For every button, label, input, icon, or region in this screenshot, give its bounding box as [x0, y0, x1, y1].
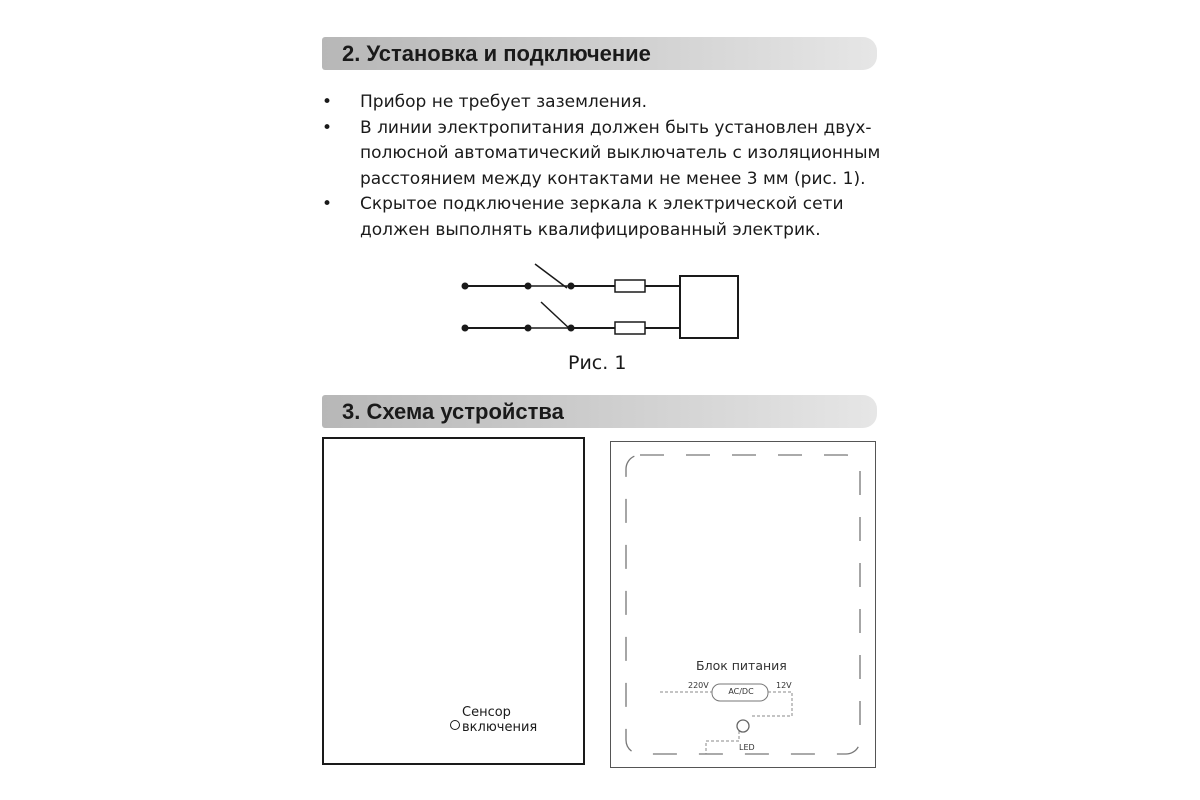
- terminal-dot: [462, 325, 469, 332]
- breaker-blade: [535, 264, 567, 288]
- bullet-dot: •: [322, 194, 333, 214]
- section-title: 2. Установка и подключение: [342, 40, 651, 66]
- bullet-line: Прибор не требует заземления.: [360, 92, 648, 112]
- wire-led: [706, 726, 739, 754]
- bullet-item: [318, 192, 898, 243]
- bullet-dot: •: [322, 117, 333, 138]
- bullet-dot: •: [322, 92, 333, 112]
- sensor-label: Сенсор включения: [462, 705, 538, 735]
- fuse: [615, 322, 645, 334]
- input-voltage-label: 220V: [688, 681, 709, 690]
- terminal-dot: [462, 283, 469, 290]
- converter-label: AC/DC: [728, 687, 754, 696]
- circuit-breaker-diagram: [455, 258, 745, 348]
- bullet-item: [318, 116, 898, 193]
- fuse: [615, 280, 645, 292]
- terminal-dot: [525, 325, 532, 332]
- bullet-line: Скрытое подключение зеркала к электрической сети: [360, 194, 844, 214]
- figure-caption: Рис. 1: [568, 352, 627, 374]
- load-box: [680, 276, 738, 338]
- terminal-dot: [568, 325, 575, 332]
- led-strip-outline: [626, 455, 860, 754]
- breaker-blade: [541, 302, 571, 330]
- section-header-device-scheme: [322, 395, 877, 428]
- sensor-icon: [450, 720, 460, 730]
- back-frame: [611, 442, 876, 768]
- back-view-diagram: [610, 441, 876, 768]
- mirror-front-view: [322, 437, 585, 765]
- bullet-line: должен выполнять квалифицированный электрик.: [360, 219, 821, 240]
- bullet-item: [318, 90, 898, 116]
- terminal-dot: [568, 283, 575, 290]
- led-label: LED: [739, 743, 755, 752]
- section-title: 3. Схема устройства: [342, 398, 564, 424]
- section-header-installation: [322, 37, 877, 70]
- installation-bullet-list: [318, 90, 898, 243]
- terminal-dot: [525, 283, 532, 290]
- bullet-line: расстоянием между контактами не менее 3 мм (рис. 1).: [360, 168, 866, 189]
- psu-title: Блок питания: [696, 658, 787, 673]
- output-voltage-label: 12V: [776, 681, 792, 690]
- led-connector-icon: [737, 720, 749, 732]
- bullet-line: В линии электропитания должен быть установлен двух-: [360, 117, 872, 138]
- mirror-back-view: [610, 441, 876, 768]
- bullet-line: полюсной автоматический выключатель с изоляционным: [360, 143, 881, 163]
